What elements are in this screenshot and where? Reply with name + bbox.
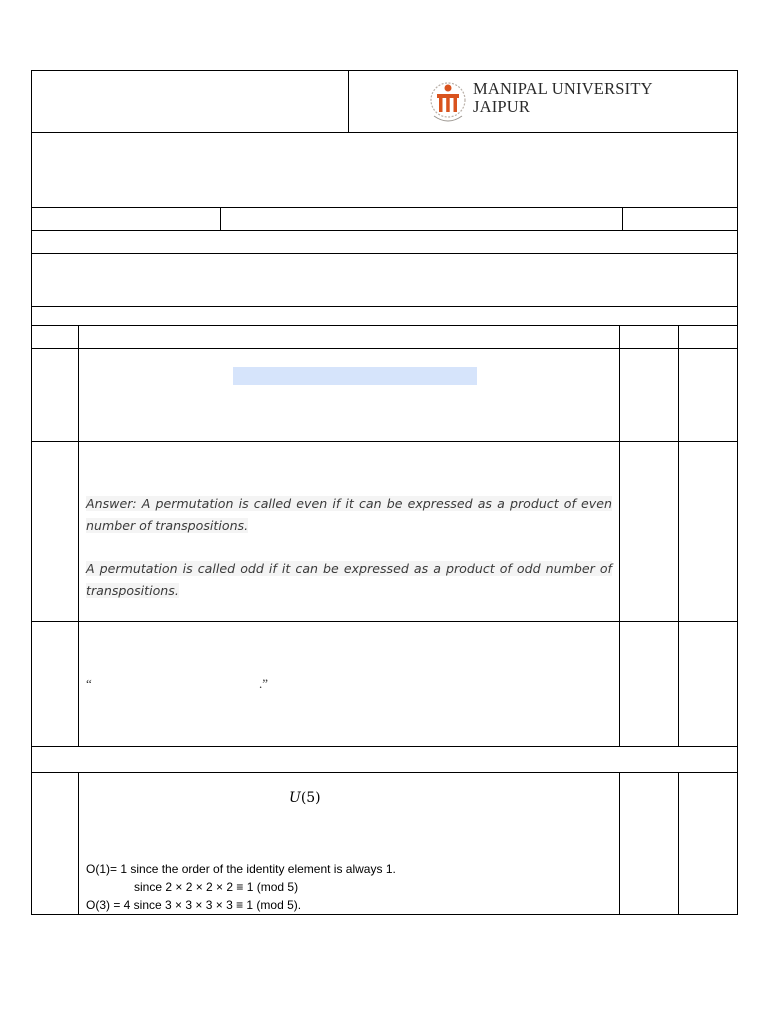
q2-bottom-rule xyxy=(31,621,738,622)
answer-even-definition: Answer: A permutation is called even if it can be expressed as a product of even number of transpositions. xyxy=(86,496,612,533)
section-b-rule xyxy=(31,772,738,773)
solution-line-3: O(3) = 4 since 3 × 3 × 3 × 3 ≡ 1 (mod 5). xyxy=(86,898,302,912)
marks-column-line xyxy=(619,325,620,746)
qno-column-line-2 xyxy=(78,772,79,915)
university-seal-icon xyxy=(428,76,468,128)
instructions-top-rule xyxy=(31,253,738,254)
university-name xyxy=(473,80,653,116)
solution-line-2: since 2 × 2 × 2 × 2 ≡ 1 (mod 5) xyxy=(134,880,299,894)
section-rule xyxy=(31,325,738,326)
group-label xyxy=(289,790,321,806)
header-divider xyxy=(348,70,349,133)
marks-column-line-2 xyxy=(619,772,620,915)
q1-bottom-rule xyxy=(31,441,738,442)
solution-line-1: O(1)= 1 since the order of the identity element is always 1. xyxy=(86,862,396,876)
info-row-divider-2 xyxy=(622,207,623,230)
info-row-divider-1 xyxy=(220,207,221,230)
info-row-rule xyxy=(31,230,738,231)
header-bottom-rule xyxy=(31,132,738,133)
university-logo xyxy=(428,74,668,130)
university-name-line1: MANIPAL UNIVERSITY xyxy=(473,79,653,98)
instructions-bottom-rule xyxy=(31,306,738,307)
group-argument: (5) xyxy=(300,790,321,806)
university-name-line2: JAIPUR xyxy=(473,97,531,116)
quote-open: “ xyxy=(86,676,92,691)
qno-column-line xyxy=(78,325,79,746)
co-column-line-2 xyxy=(678,772,679,915)
answer-odd-definition: A permutation is called odd if it can be expressed as a product of odd number of transpositions. xyxy=(86,561,612,598)
group-symbol: U xyxy=(289,790,301,806)
q3-bottom-rule xyxy=(31,746,738,747)
quote-close: .” xyxy=(259,676,269,691)
co-column-line xyxy=(678,325,679,746)
highlighted-text-block xyxy=(233,367,477,385)
table-header-rule xyxy=(31,348,738,349)
title-block-rule xyxy=(31,207,738,208)
